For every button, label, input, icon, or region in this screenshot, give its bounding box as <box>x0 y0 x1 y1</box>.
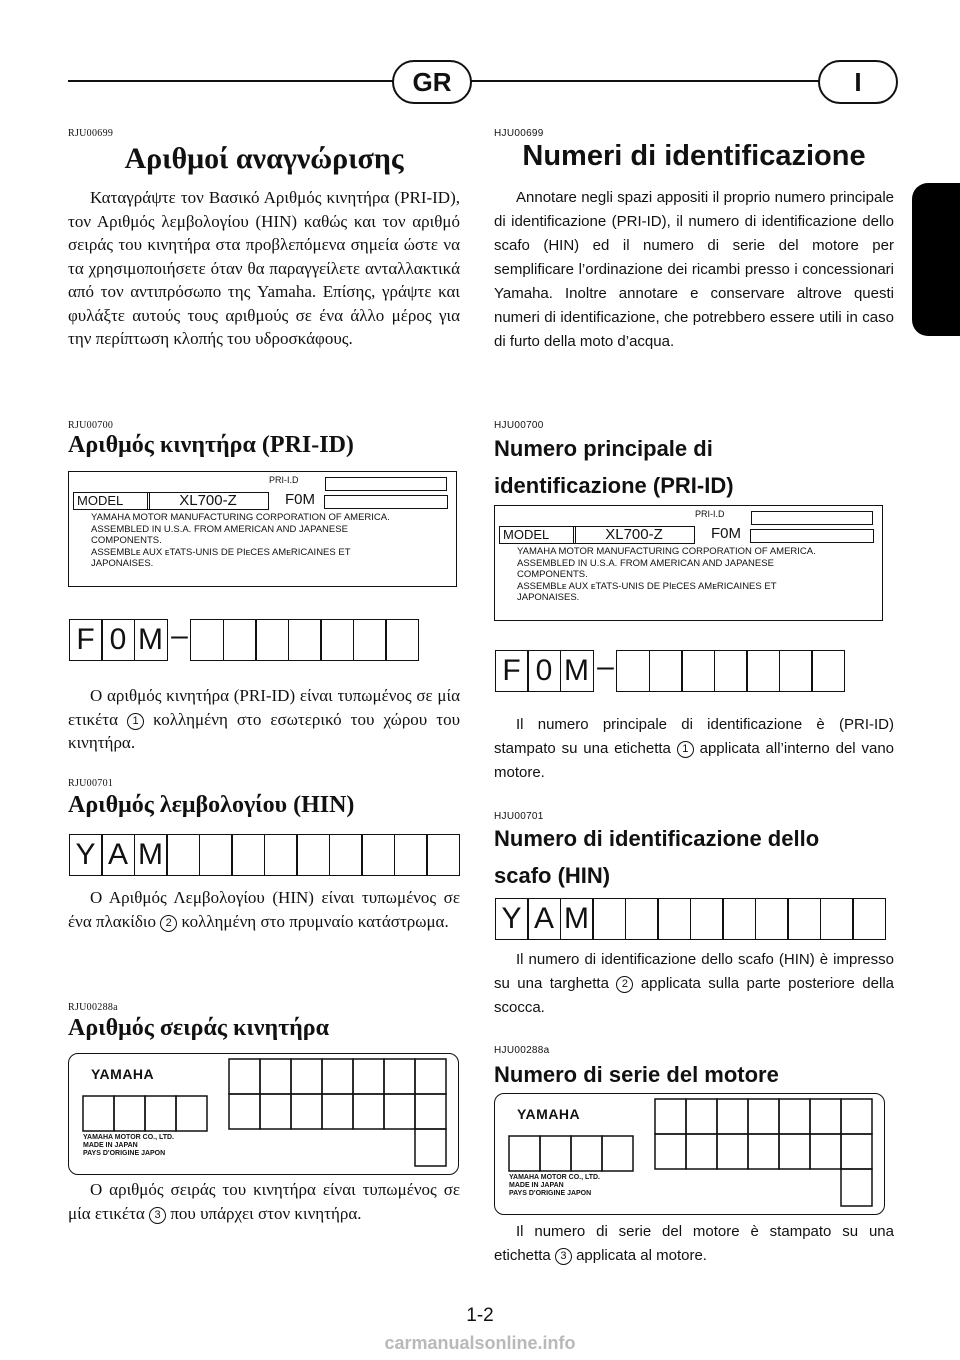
grid-cell <box>616 650 650 692</box>
header-rule <box>68 80 894 82</box>
pri-d-caption: PRI-I.D <box>269 475 299 485</box>
language-tab-greek: GR <box>392 60 472 104</box>
grid-cell <box>690 898 724 940</box>
yamaha-logo: YAMAHA <box>517 1106 581 1122</box>
label-text: YAMAHA MOTOR MANUFACTURING CORPORATION OF AMERICA. ASSEMBLED IN U.S.A. FROM AMERICAN AND JAPANESE COMPONENTS. ASSEMBLᴇ AUX ᴇTATS-UNIS DE PIᴇCES AMᴇRICAINES ET JAPONAISES. <box>91 512 390 569</box>
grid-cell: M <box>560 650 594 692</box>
grid-cell <box>681 650 715 692</box>
prefix-text: F0M <box>285 491 315 508</box>
section-paragraph: Il numero di identificazione dello scafo (HIN) è impresso su una targhetta 2 applicata sulla parte posteriore della scocca. <box>494 951 894 1016</box>
callout-marker: 3 <box>555 1248 572 1265</box>
pri-id-char-grid <box>70 619 419 661</box>
grid-cell <box>199 834 233 876</box>
grid-cell <box>657 898 691 940</box>
section-code: HJU00701 <box>494 811 544 822</box>
engine-serial-label-diagram <box>68 1053 459 1175</box>
grid-cell <box>190 619 224 661</box>
watermark[interactable]: carmanualsonline.info <box>384 1333 576 1353</box>
section-title: Αριθμός λεμβολογίου (HIN) <box>68 792 355 818</box>
grid-dash: – <box>171 619 188 652</box>
section-code: RJU00701 <box>68 778 114 789</box>
prefix-text: F0M <box>711 525 741 542</box>
grid-cell: M <box>134 619 168 661</box>
callout-marker: 1 <box>127 713 144 730</box>
grid-cell <box>811 650 845 692</box>
pri-id-box <box>325 477 447 491</box>
section-title: Numero principale di identificazione (PRI-ID) <box>494 436 734 498</box>
callout-marker: 1 <box>677 741 694 758</box>
grid-cell <box>166 834 200 876</box>
grid-cell <box>288 619 322 661</box>
serial-box <box>324 495 448 509</box>
grid-cell <box>820 898 854 940</box>
section-code: HJU00700 <box>494 420 544 431</box>
grid-cell <box>353 619 387 661</box>
page-number: 1-2 <box>466 1305 494 1326</box>
callout-marker: 2 <box>616 976 633 993</box>
hin-char-grid <box>496 898 886 940</box>
grid-cell <box>722 898 756 940</box>
serial-box <box>750 529 874 543</box>
section-code: RJU00700 <box>68 420 114 431</box>
section-paragraph: Ο αριθμός κινητήρα (PRI-ID) είναι τυπωμένος σε μία ετικέτα 1 κολλημένη στο εσωτερικό του χώρου του κινητήρα. <box>68 686 461 752</box>
grid-cell <box>746 650 780 692</box>
label-text: YAMAHA MOTOR CO., LTD. MADE IN JAPAN PAYS D'ORIGINE JAPON <box>83 1134 174 1157</box>
callout-marker: 3 <box>149 1207 166 1224</box>
grid-cell <box>394 834 428 876</box>
model-caption: MODEL <box>499 526 576 544</box>
model-caption: MODEL <box>73 492 150 510</box>
grid-dash: – <box>597 650 614 683</box>
grid-cell: F <box>495 650 529 692</box>
grid-cell <box>592 898 626 940</box>
hin-char-grid <box>70 834 460 876</box>
label-text: YAMAHA MOTOR MANUFACTURING CORPORATION OF AMERICA. ASSEMBLED IN U.S.A. FROM AMERICAN AND JAPANESE COMPONENTS. ASSEMBLᴇ AUX ᴇTATS-UNIS DE PIᴇCES AMᴇRICAINES ET JAPONAISES. <box>517 546 816 603</box>
section-paragraph: Καταγράψτε τον Βασικό Αριθμός κινητήρα (PRI-ID), τον Αριθμός λεμβολογίου (HIN) καθώς και τον αριθμό σειράς του κινητήρα στα προβλεπόμενα σημεία ώστε να τα χρησιμοποιήσετε όταν θα παραγγείλετε ανταλλακτικά από τον αντιπρόσωπο της Yamaha. Επίσης, γράψτε και φυλάξτε αυτούς τους αριθμούς σε ένα άλλο μέρος για την περίπτωση κλοπής του υδροσκάφους. <box>68 188 460 348</box>
grid-cell: M <box>134 834 168 876</box>
section-title: Αριθμοί αναγνώρισης <box>124 142 404 175</box>
label-text: YAMAHA MOTOR CO., LTD. MADE IN JAPAN PAYS D'ORIGINE JAPON <box>509 1174 600 1197</box>
grid-cell <box>385 619 419 661</box>
section-code: HJU00699 <box>494 128 544 139</box>
grid-cell <box>649 650 683 692</box>
grid-cell: F <box>69 619 103 661</box>
section-paragraph: Il numero di serie del motore è stampato su una etichetta 3 applicata al motore. <box>494 1223 894 1264</box>
section-title: Numero di identificazione dello scafo (HIN) <box>494 826 820 888</box>
grid-cell <box>426 834 460 876</box>
grid-cell <box>255 619 289 661</box>
section-paragraph: Il numero principale di identificazione è (PRI-ID) stampato su una etichetta 1 applicata all’interno del vano motore. <box>494 716 895 781</box>
grid-cell <box>714 650 748 692</box>
grid-cell <box>787 898 821 940</box>
section-code: RJU00699 <box>68 128 114 139</box>
pri-id-char-grid <box>496 650 845 692</box>
grid-cell <box>755 898 789 940</box>
section-paragraph: Ο αριθμός σειράς του κινητήρα είναι τυπωμένος σε μία ετικέτα 3 που υπάρχει στον κινητήρα. <box>68 1180 460 1223</box>
grid-cell <box>296 834 330 876</box>
section-paragraph: Ο Αριθμός Λεμβολογίου (HIN) είναι τυπωμένος σε ένα πλακίδιο 2 κολλημένη στο πρυμναίο κατάστρωμα. <box>68 888 460 931</box>
grid-cell <box>320 619 354 661</box>
grid-cell <box>625 898 659 940</box>
callout-marker: 2 <box>160 915 177 932</box>
yamaha-logo: YAMAHA <box>91 1066 155 1082</box>
grid-cell: M <box>560 898 594 940</box>
grid-cell: 0 <box>527 650 561 692</box>
model-value: XL700-Z <box>573 526 695 544</box>
section-title: Αριθμός κινητήρα (PRI-ID) <box>68 432 354 458</box>
section-paragraph: Annotare negli spazi appositi il proprio numero principale di identificazione (PRI-ID), il numero di identificazione dello scafo (HIN) ed il numero di serie del motore per semplificare l’ordinazione dei ricambi presso i concessionari Yamaha. Inoltre annotare e conservare altrove questi numeri di identificazione, che potrebbero essere utili in caso di furto della moto d’acqua. <box>494 189 894 350</box>
section-title: Numeri di identificazione <box>522 140 866 172</box>
model-value: XL700-Z <box>147 492 269 510</box>
grid-cell <box>779 650 813 692</box>
pri-id-box <box>751 511 873 525</box>
grid-cell: Y <box>495 898 529 940</box>
grid-cell <box>223 619 257 661</box>
pri-id-label-diagram <box>68 471 457 587</box>
grid-cell <box>264 834 298 876</box>
section-title: Αριθμός σειράς κινητήρα <box>68 1015 330 1041</box>
grid-cell <box>852 898 886 940</box>
chapter-thumb-tab <box>912 183 960 336</box>
grid-cell <box>329 834 363 876</box>
grid-cell: 0 <box>101 619 135 661</box>
section-code: RJU00288a <box>68 1002 118 1013</box>
grid-cell: A <box>101 834 135 876</box>
pri-d-caption: PRI-I.D <box>695 509 725 519</box>
section-title: Numero di serie del motore <box>494 1062 779 1087</box>
grid-cell: A <box>527 898 561 940</box>
grid-cell <box>361 834 395 876</box>
grid-cell: Y <box>69 834 103 876</box>
pri-id-label-diagram <box>494 505 883 621</box>
section-code: HJU00288a <box>494 1045 550 1056</box>
language-tab-italian: I <box>818 60 898 104</box>
engine-serial-label-diagram <box>494 1093 885 1215</box>
grid-cell <box>231 834 265 876</box>
